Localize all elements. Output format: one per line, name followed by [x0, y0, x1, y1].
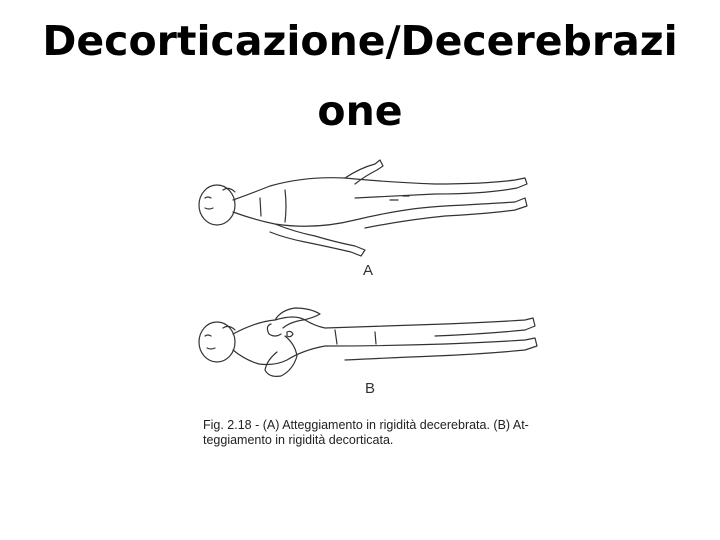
figure-label-a: A	[363, 262, 374, 279]
figure	[185, 150, 555, 420]
figure-caption	[203, 418, 543, 448]
caption-line-2: teggiamento in rigidità decorticata.	[203, 433, 394, 447]
slide-title: Decorticazione/Decerebrazione	[42, 17, 678, 135]
caption-line-1: Fig. 2.18 - (A) Atteggiamento in rigidità decerebrata. (B) At-	[203, 418, 529, 432]
figure-label-b: B	[365, 380, 376, 397]
